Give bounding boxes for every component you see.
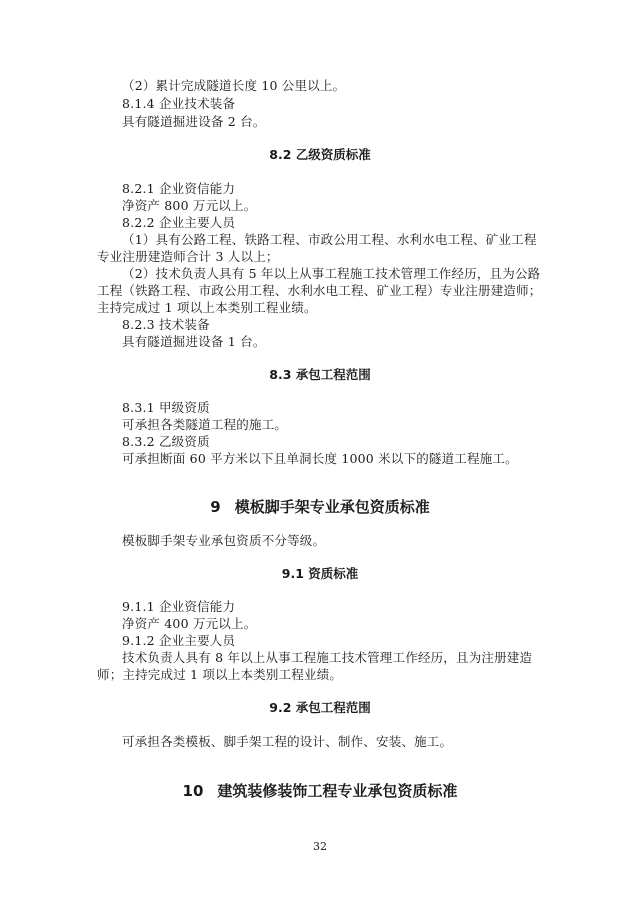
- section-heading: 8.3 承包工程范围: [269, 367, 371, 382]
- paragraph: 模板脚手架专业承包资质不分等级。: [122, 533, 326, 548]
- paragraph: 具有隧道掘进设备 1 台。: [122, 334, 266, 349]
- clause-heading: 8.2.2 企业主要人员: [122, 215, 236, 230]
- clause-heading: 8.2.1 企业资信能力: [122, 181, 236, 196]
- paragraph: 净资产 800 万元以上。: [122, 198, 257, 213]
- paragraph: 具有隧道掘进设备 2 台。: [122, 114, 266, 129]
- paragraph: 主持完成过 1 项以上本类别工程业绩。: [97, 300, 317, 315]
- section-heading: 9.2 承包工程范围: [269, 700, 371, 715]
- clause-heading: 9.1.2 企业主要人员: [122, 633, 236, 648]
- chapter-title: 模板脚手架专业承包资质标准: [234, 498, 430, 516]
- chapter-number: 10: [182, 782, 204, 800]
- clause-heading: 8.1.4 企业技术装备: [122, 96, 236, 111]
- paragraph: 净资产 400 万元以上。: [122, 616, 257, 631]
- clause-heading: 8.3.1 甲级资质: [122, 400, 210, 415]
- list-item: （2）累计完成隧道长度 10 公里以上。: [122, 78, 346, 93]
- chapter-number: 9: [210, 498, 221, 516]
- paragraph: 技术负责人具有 8 年以上从事工程施工技术管理工作经历，且为注册建造: [122, 650, 533, 665]
- section-heading: 9.1 资质标准: [281, 566, 359, 581]
- page-number: 32: [313, 840, 327, 853]
- section-heading: 8.2 乙级资质标准: [269, 147, 371, 162]
- paragraph: 可承担各类模板、脚手架工程的设计、制作、安装、施工。: [122, 734, 453, 749]
- chapter-title: 建筑装修装饰工程专业承包资质标准: [217, 782, 458, 800]
- paragraph: 可承担各类隧道工程的施工。: [122, 417, 288, 432]
- paragraph: 师；主持完成过 1 项以上本类别工程业绩。: [97, 667, 343, 682]
- paragraph: 专业注册建造师合计 3 人以上；: [97, 249, 279, 264]
- clause-heading: 8.3.2 乙级资质: [122, 434, 210, 449]
- list-item: （1）具有公路工程、铁路工程、市政公用工程、水利水电工程、矿业工程: [122, 232, 537, 247]
- paragraph: 工程（铁路工程、市政公用工程、水利水电工程、矿业工程）专业注册建造师；: [97, 283, 542, 298]
- paragraph: 可承担断面 60 平方米以下且单洞长度 1000 米以下的隧道工程施工。: [122, 451, 518, 466]
- clause-heading: 9.1.1 企业资信能力: [122, 599, 236, 614]
- list-item: （2）技术负责人具有 5 年以上从事工程施工技术管理工作经历，且为公路: [122, 266, 541, 281]
- chapter-heading: [0, 780, 640, 802]
- chapter-heading: [0, 496, 640, 518]
- clause-heading: 8.2.3 技术装备: [122, 317, 210, 332]
